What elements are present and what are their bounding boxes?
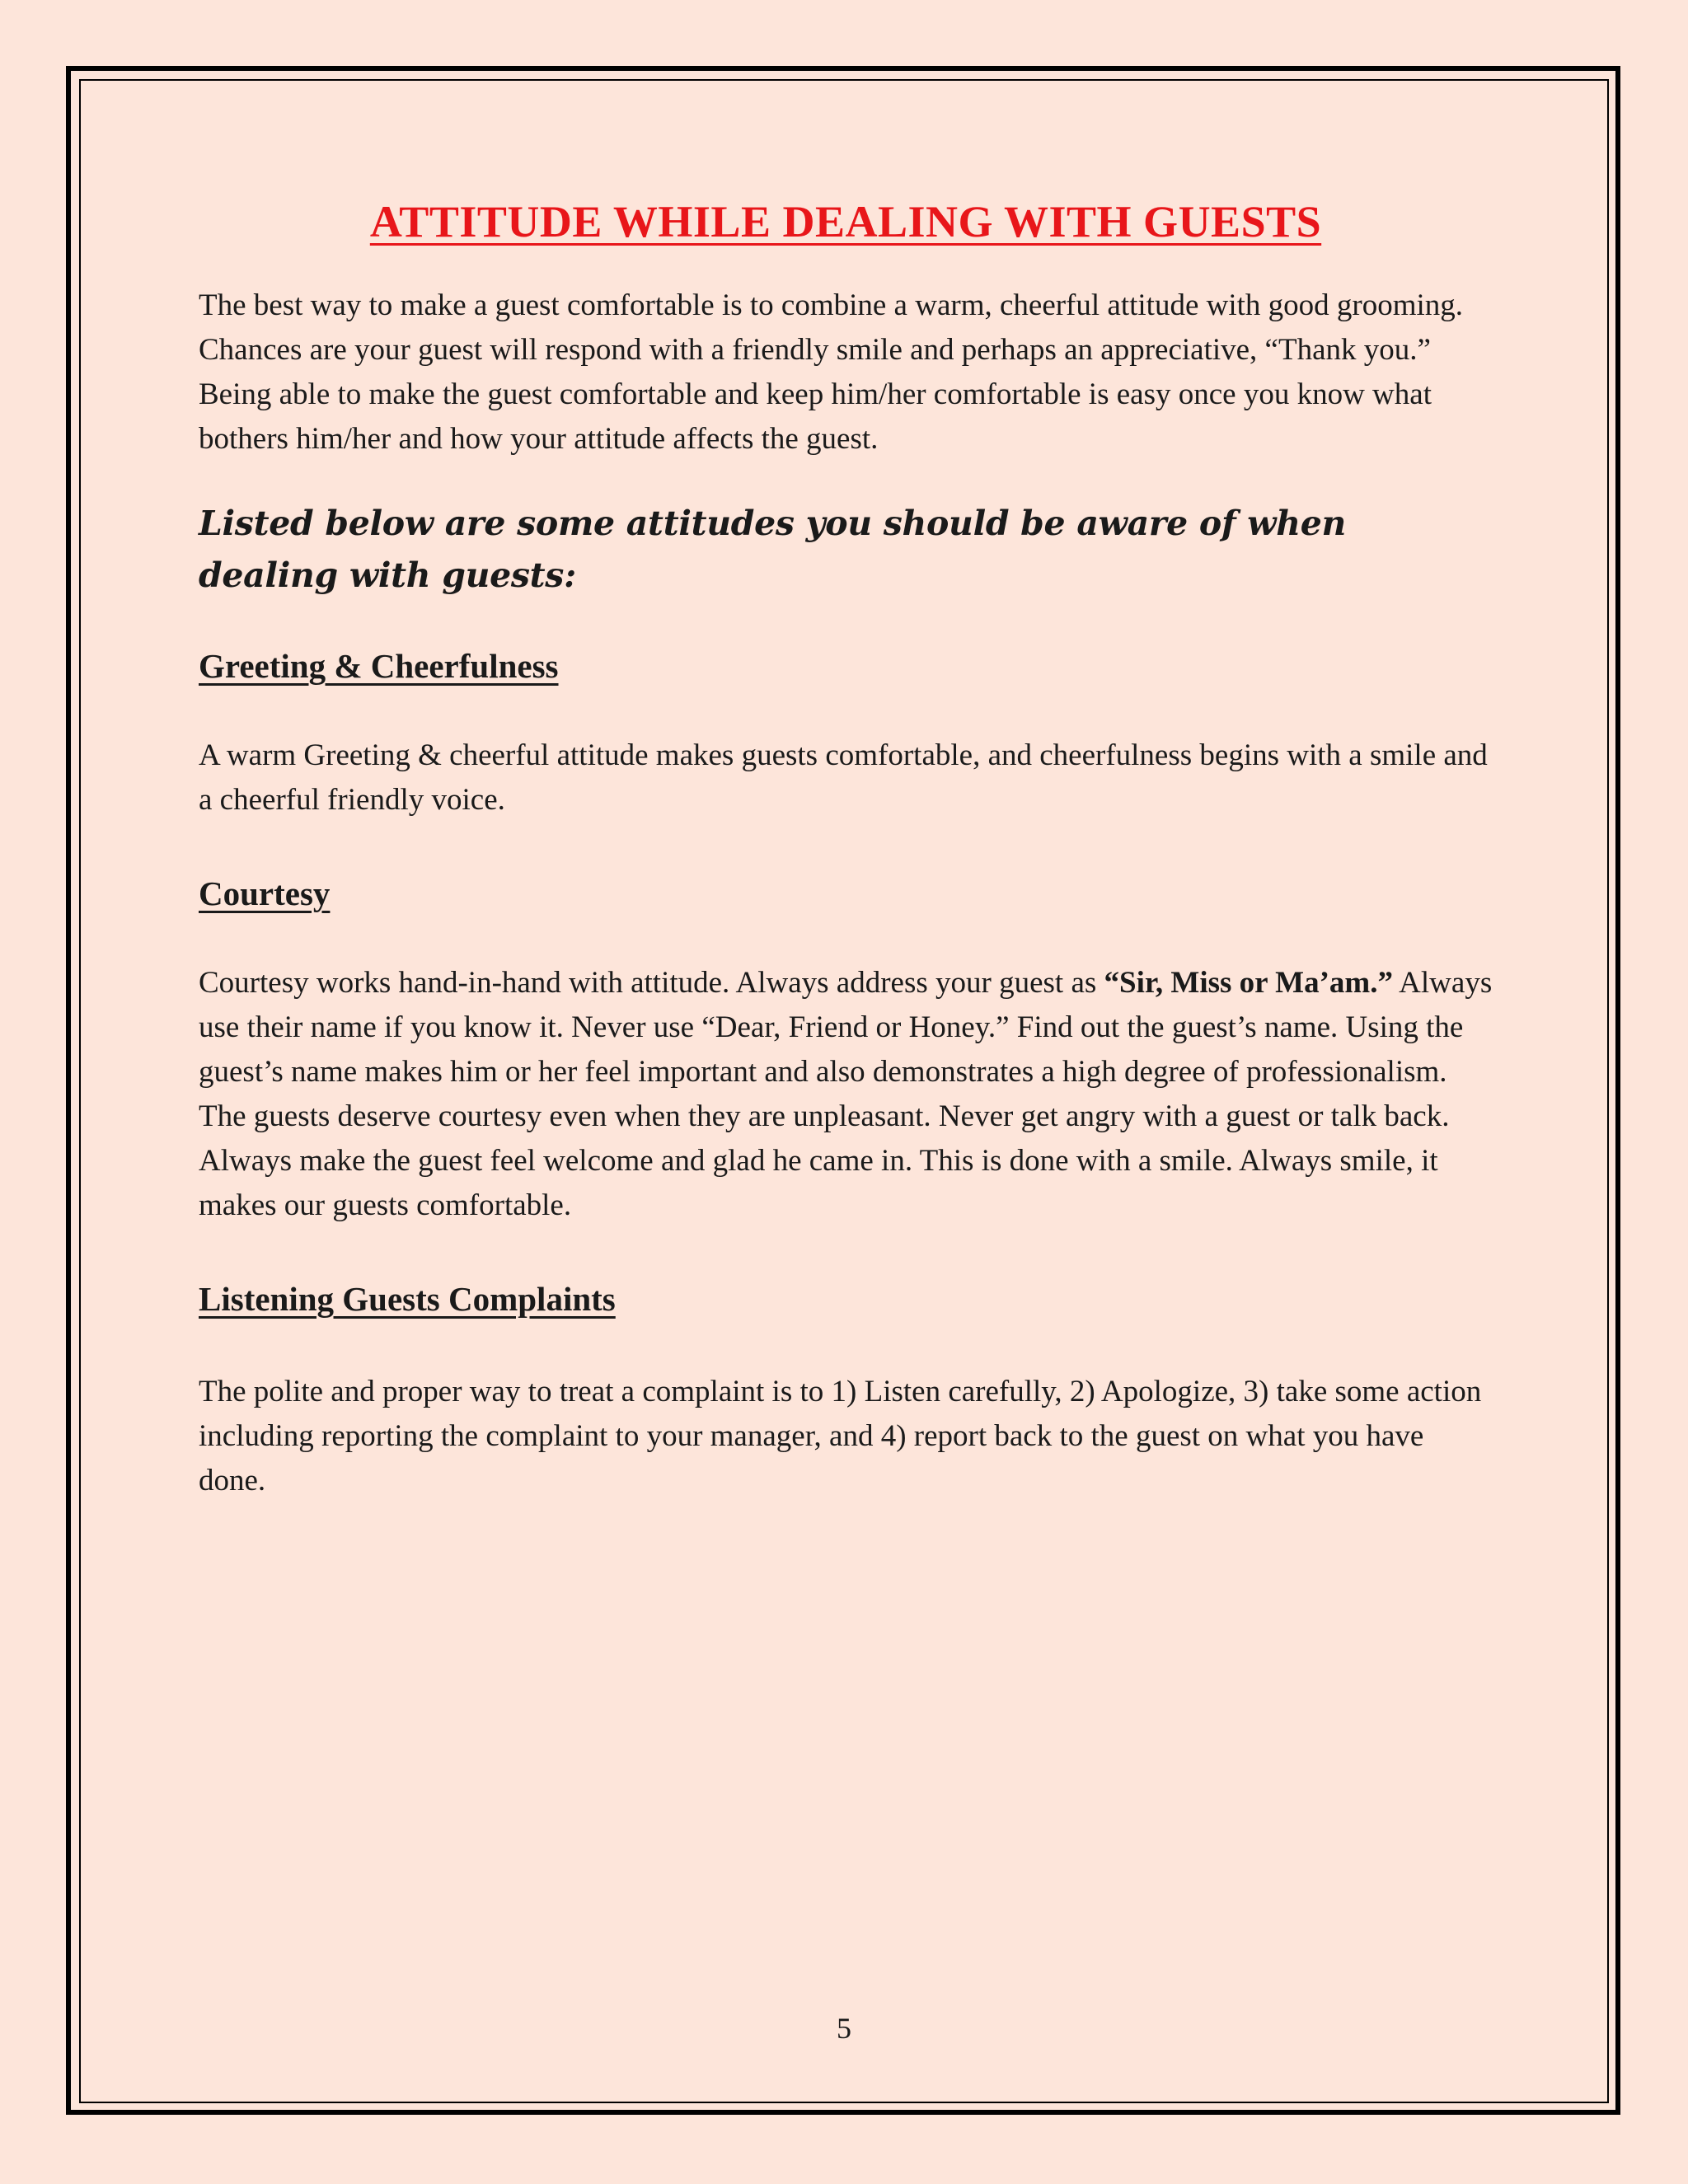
courtesy-address-terms: “Sir, Miss or Ma’am.” <box>1104 966 1393 1000</box>
page-number: 5 <box>837 2012 851 2045</box>
section-body-courtesy-2: Always make the guest feel welcome and glad he came in. This is done with a smile. Always smile, it makes our guests comfortable. <box>199 1144 1438 1222</box>
section-body-greeting: A warm Greeting & cheerful attitude makes guests comfortable, and cheerfulness begins with a smile and a cheerful friendly voice. <box>199 738 1488 817</box>
page-content <box>199 196 1493 1503</box>
intro-paragraph-2: Being able to make the guest comfortable and keep him/her comfortable is easy once you know what bothers him/her and how your attitude affects the guest. <box>199 377 1432 456</box>
section-heading-courtesy: Courtesy <box>199 874 331 912</box>
intro-paragraph-1: The best way to make a guest comfortable is to combine a warm, cheerful attitude with good grooming. Chances are your guest will respond with a friendly smile and perhaps an appreciative, “Thank you.” <box>199 288 1464 367</box>
page-title: ATTITUDE WHILE DEALING WITH GUESTS <box>369 197 1322 246</box>
lead-statement: Listed below are some attitudes you should be aware of when dealing with guests: <box>199 504 1347 595</box>
section-body-complaints: The polite and proper way to treat a complaint is to 1) Listen carefully, 2) Apologize, 3) take some action including reporting the complaint to your manager, and 4) report back to the guest on what you have done. <box>199 1375 1482 1497</box>
section-heading-greeting: Greeting & Cheerfulness <box>199 647 559 685</box>
section-body-courtesy <box>199 961 1493 1139</box>
courtesy-text-post: Always use their name if you know it. Never use “Dear, Friend or Honey.” Find out the guest’s name. Using the guest’s name makes him or her feel important and also demonstrates a high degree of professionalism. The guests deserve courtesy even when they are unpleasant. Never get angry with a guest or talk back. <box>199 966 1493 1133</box>
courtesy-text-pre: Courtesy works hand-in-hand with attitude. Always address your guest as <box>199 966 1104 1000</box>
section-heading-complaints: Listening Guests Complaints <box>199 1280 616 1318</box>
